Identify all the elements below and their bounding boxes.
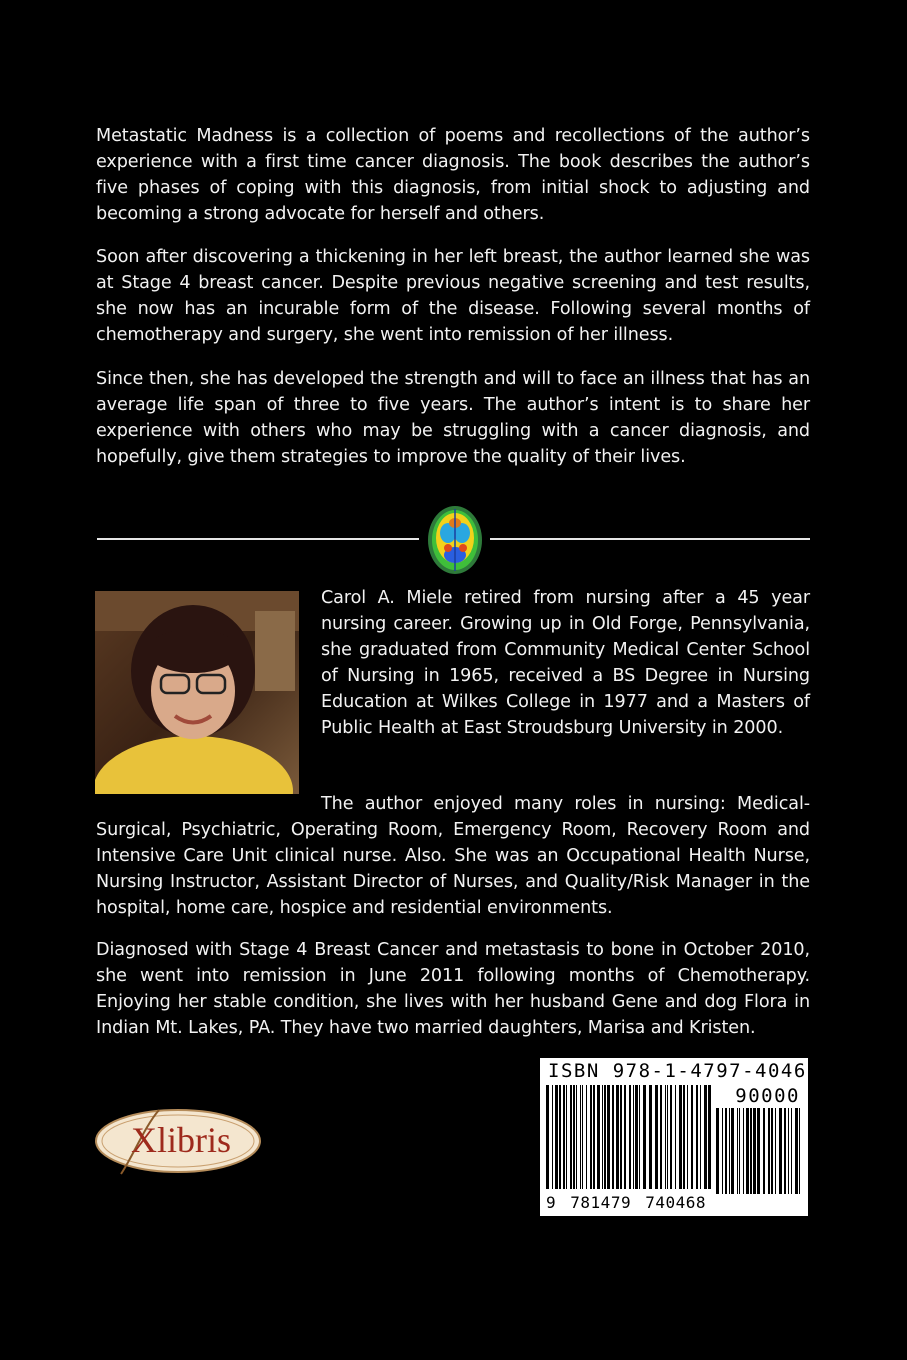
barcode-bar [795, 1108, 798, 1194]
price-code: 90000 [735, 1085, 800, 1107]
barcode-bar [620, 1085, 622, 1189]
barcode-bar [775, 1108, 776, 1194]
barcode-bar [633, 1085, 634, 1189]
barcode-bar [691, 1085, 693, 1189]
barcode-bar [629, 1085, 631, 1189]
publisher-name: Xlibris [130, 1120, 232, 1160]
barcode-bar [607, 1085, 610, 1189]
ean-digits-group-1: 781479 [570, 1193, 632, 1212]
barcode-bar [590, 1085, 592, 1189]
barcode-bar [750, 1108, 752, 1194]
barcode-bar [791, 1108, 792, 1194]
barcode-bar [546, 1085, 549, 1189]
barcode-bar [660, 1085, 662, 1189]
barcode-bar [616, 1085, 619, 1189]
barcode-bar [799, 1108, 800, 1194]
barcode-bar [753, 1108, 756, 1194]
barcode-bar [582, 1085, 583, 1189]
barcode-bar [725, 1108, 727, 1194]
brain-scan-icon [424, 503, 486, 577]
barcode-bar [639, 1085, 640, 1189]
barcode-bar [708, 1085, 711, 1189]
barcode-bar [763, 1108, 765, 1194]
barcode-bar [586, 1085, 587, 1189]
barcode-bar [665, 1085, 666, 1189]
barcode-bar [704, 1085, 707, 1189]
bio-paragraph-1: Carol A. Miele retired from nursing after a 45 year nursing career. Growing up in Old Forge, Pennsylvania, she graduated from Community Medical Center School of Nursing in 1965, received a BS Degree in Nursing Education at Wilkes College in 1977 and a Masters of Public Health at East Stroudsburg University in 2000. [321, 588, 810, 738]
barcode-bar [683, 1085, 685, 1189]
barcode-bar [675, 1085, 676, 1189]
barcode-bar [563, 1085, 565, 1189]
barcode-bar [566, 1085, 567, 1189]
barcode-bar [555, 1085, 558, 1189]
barcode-bar [670, 1085, 672, 1189]
barcode-bar [643, 1085, 646, 1189]
barcode-bar [729, 1108, 730, 1194]
barcode-bar [604, 1085, 606, 1189]
description-paragraph-1: Metastatic Madness is a collection of poems and recollections of the author’s experience with a first time cancer diagnosis. The book describes the author’s five phases of coping with this diagnosis, from initial shock to adjusting and becoming a strong advocate for herself and others. [96, 126, 810, 224]
divider-right [490, 538, 810, 540]
ean-bars [546, 1085, 712, 1197]
addon-bars [716, 1108, 800, 1194]
barcode-bar [757, 1108, 760, 1194]
barcode-bar [687, 1085, 688, 1189]
barcode-bar [700, 1085, 701, 1189]
barcode-bar [559, 1085, 561, 1189]
barcode-bar [768, 1108, 770, 1194]
bio-paragraph-2: The author enjoyed many roles in nursing: Medical-Surgical, Psychiatric, Operating Room, Emergency Room, Recovery Room and Intensive Care Unit clinical nurse. Also. She was an Occupational Health Nurse, Nursing Instructor, Assistant Director of Nurses, and Quality/Risk Manager in the hospital, home care, hospice and residential environments. [96, 794, 810, 918]
barcode-bar [580, 1085, 581, 1189]
barcode-bar [573, 1085, 575, 1189]
bio-paragraph-3: Diagnosed with Stage 4 Breast Cancer and metastasis to bone in October 2010, she went into remission in June 2011 following months of Chemotherapy. Enjoying her stable condition, she lives with her husband Gene and dog Flora in Indian Mt. Lakes, PA. They have two married daughters, Marisa and Kristen. [96, 940, 810, 1038]
barcode-bar [679, 1085, 682, 1189]
barcode-bar [788, 1108, 789, 1194]
barcode-bar [771, 1108, 773, 1194]
barcode-bar [655, 1085, 658, 1189]
barcode-bar [570, 1085, 572, 1189]
barcode-bar [649, 1085, 652, 1189]
barcode-bar [746, 1108, 749, 1194]
barcode-bar [743, 1108, 744, 1194]
barcode-bar [722, 1108, 723, 1194]
author-photo [95, 591, 299, 794]
barcode-bar [739, 1108, 740, 1194]
description-paragraph-3: Since then, she has developed the strength and will to face an illness that has an average life span of three to five years. The author’s intent is to share her experience with others who may be struggling with a cancer diagnosis, and hopefully, give them strategies to improve the quality of their lives. [96, 369, 810, 467]
isbn-barcode [540, 1058, 833, 1216]
barcode-bar [667, 1085, 668, 1189]
barcode-bar [602, 1085, 603, 1189]
divider-left [97, 538, 419, 540]
barcode-bar [593, 1085, 595, 1189]
barcode-bar [737, 1108, 738, 1194]
barcode-bar [612, 1085, 614, 1189]
barcode-bar [784, 1108, 786, 1194]
barcode-bar [624, 1085, 626, 1189]
barcode-bar [597, 1085, 600, 1189]
barcode-bar [576, 1085, 577, 1189]
description-paragraph-2: Soon after discovering a thickening in her left breast, the author learned she was at Stage 4 breast cancer. Despite previous negative screening and test results, she now has an incurable form of the disease. Following several months of chemotherapy and surgery, she went into remission of her illness. [96, 247, 810, 345]
barcode-bar [696, 1085, 698, 1189]
barcode-bar [731, 1108, 734, 1194]
barcode-bar [635, 1085, 638, 1189]
barcode-bar [552, 1085, 553, 1189]
ean-digits-group-2: 740468 [645, 1193, 707, 1212]
barcode-bar [716, 1108, 719, 1194]
isbn-text: ISBN 978-1-4797-4046-8 [548, 1060, 833, 1082]
barcode-bar [779, 1108, 782, 1194]
xlibris-logo [93, 1106, 263, 1176]
ean-digit-first: 9 [546, 1193, 557, 1212]
